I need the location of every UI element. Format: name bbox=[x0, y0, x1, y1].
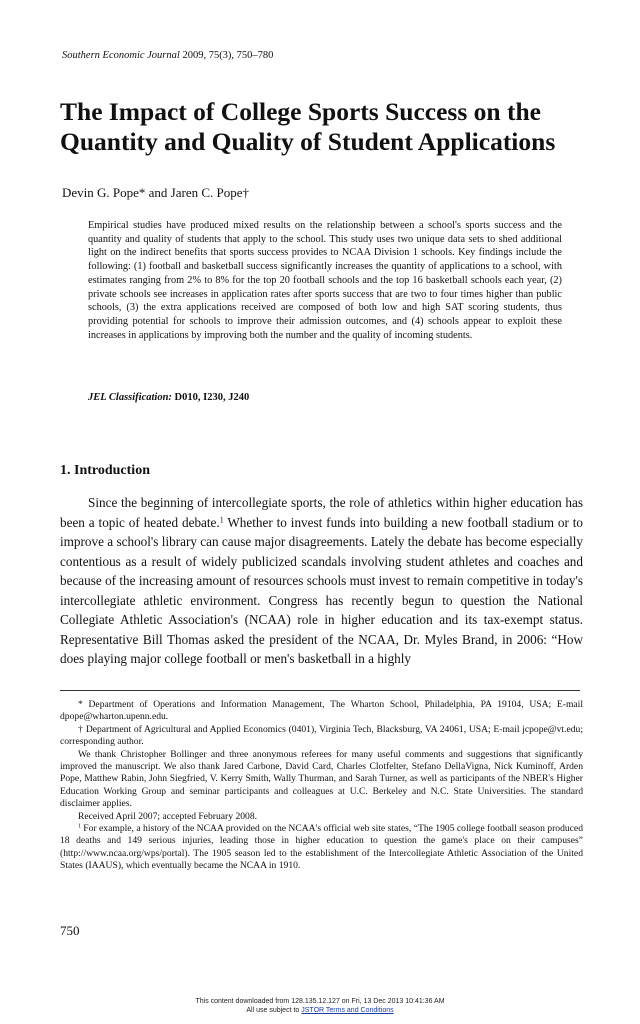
jel-codes: D010, I230, J240 bbox=[171, 392, 250, 403]
download-notice bbox=[0, 997, 640, 1015]
introduction-paragraph bbox=[60, 493, 583, 669]
footnote-acknowledgements: We thank Christopher Bollinger and three anonymous referees for many useful comments and suggestions that significantly improved the manuscript. We also thank Jared Carbone, David Card, Charles Clotfelter, Stefano DellaVigna, Nick Kuminoff, Arden Pope, Matthew Rabin, John Siegfried, V. Kerry Smith, Wally Thurman, and Sarah Turner, as well as participants of the NBER's Higher Education Working Group and seminar participants and colleagues at U.C. Berkeley and N.C. State Universities. The standard disclaimer applies. bbox=[60, 748, 583, 810]
journal-name: Southern Economic Journal bbox=[62, 50, 180, 61]
download-notice-prefix: All use subject to bbox=[246, 1007, 302, 1014]
journal-citation bbox=[62, 50, 273, 61]
footnote-1-marker: 1 bbox=[78, 823, 81, 830]
article-title bbox=[60, 97, 600, 157]
jel-classification bbox=[88, 392, 249, 403]
introduction-text-part-1: Since the beginning of intercollegiate sports, the role of athletics within higher education has been a topic of heated debate. bbox=[60, 495, 583, 530]
article-authors: Devin G. Pope* and Jaren C. Pope† bbox=[62, 185, 250, 200]
page-number: 750 bbox=[60, 923, 80, 938]
abstract: Empirical studies have produced mixed results on the relationship between a school's sports success and the quantity and quality of students that apply to the school. This study uses two unique data sets to shed additional light on the indirect benefits that sports success provides to NCAA Division 1 schools. Key findings include the following: (1) football and basketball success significantly increases the quantity of applications to a school, with estimates ranging from 2% to 8% for the top 20 football schools and the top 16 basketball schools each year, (2) private schools see increases in application rates after sports success that are two to four times higher than public schools, (3) the extra applications received are composed of both low and high SAT scoring students, thus providing potential for schools to improve their admission outcomes, and (4) schools appear to exploit these increases in applications by improving both the number and the quality of incoming students. bbox=[88, 220, 562, 341]
article-title-line-1: The Impact of College Sports Success on the bbox=[60, 97, 541, 126]
footnote-author-2: † Department of Agricultural and Applied Economics (0401), Virginia Tech, Blacksburg, VA 24061, USA; E-mail jcpope@vt.edu; corresponding author. bbox=[60, 723, 583, 748]
footnote-1-text: For example, a history of the NCAA provided on the NCAA's official web site states, “The 1905 college football season produced 18 deaths and 149 serious injuries, leading those in higher education to question the game's place on their campuses” (http://www.ncaa.org/wps/portal). The 1905 season led to the establishment of the Intercollegiate Athletic Association of the United States (IAAUS), which eventually became the NCAA in 1910. bbox=[60, 823, 583, 872]
download-notice-line-2 bbox=[0, 1006, 640, 1015]
footnote-reference-1[interactable]: 1 bbox=[219, 514, 224, 524]
jel-label: JEL Classification: bbox=[88, 392, 172, 403]
footnote-author-1: * Department of Operations and Information Management, The Wharton School, Philadelphia, PA 19104, USA; E-mail dpope@wharton.upenn.edu. bbox=[60, 699, 583, 723]
article-title-line-2: Quantity and Quality of Student Applications bbox=[60, 127, 556, 156]
journal-volume-pages: 2009, 75(3), 750–780 bbox=[179, 50, 274, 61]
section-heading-introduction: 1. Introduction bbox=[60, 463, 150, 478]
introduction-text-part-2: Whether to invest funds into building a new football stadium or to improve a school's library can cause major disagreements. Lately the debate has become especially contentious as a result of widely publicized scandals involving student athletes and coaches and because of the increasing amount of resources schools must invest to remain competitive in today's intercollegiate athletic environment. Congress has recently begun to question the National Collegiate Athletic Association's (NCAA) role in higher education and its tax-exempt status. Representative Bill Thomas asked the president of the NCAA, Dr. Myles Brand, in 2006: “How does playing major college football or men's basketball in a highly bbox=[60, 514, 583, 666]
footnotes bbox=[60, 699, 583, 873]
jstor-terms-link[interactable]: JSTOR Terms and Conditions bbox=[301, 1007, 394, 1014]
footnote-divider bbox=[60, 690, 580, 691]
download-notice-line-1: This content downloaded from 128.135.12.127 on Fri, 13 Dec 2013 10:41:36 AM bbox=[195, 998, 445, 1005]
footnote-received: Received April 2007; accepted February 2008. bbox=[78, 810, 258, 822]
footnote-1 bbox=[60, 823, 583, 873]
